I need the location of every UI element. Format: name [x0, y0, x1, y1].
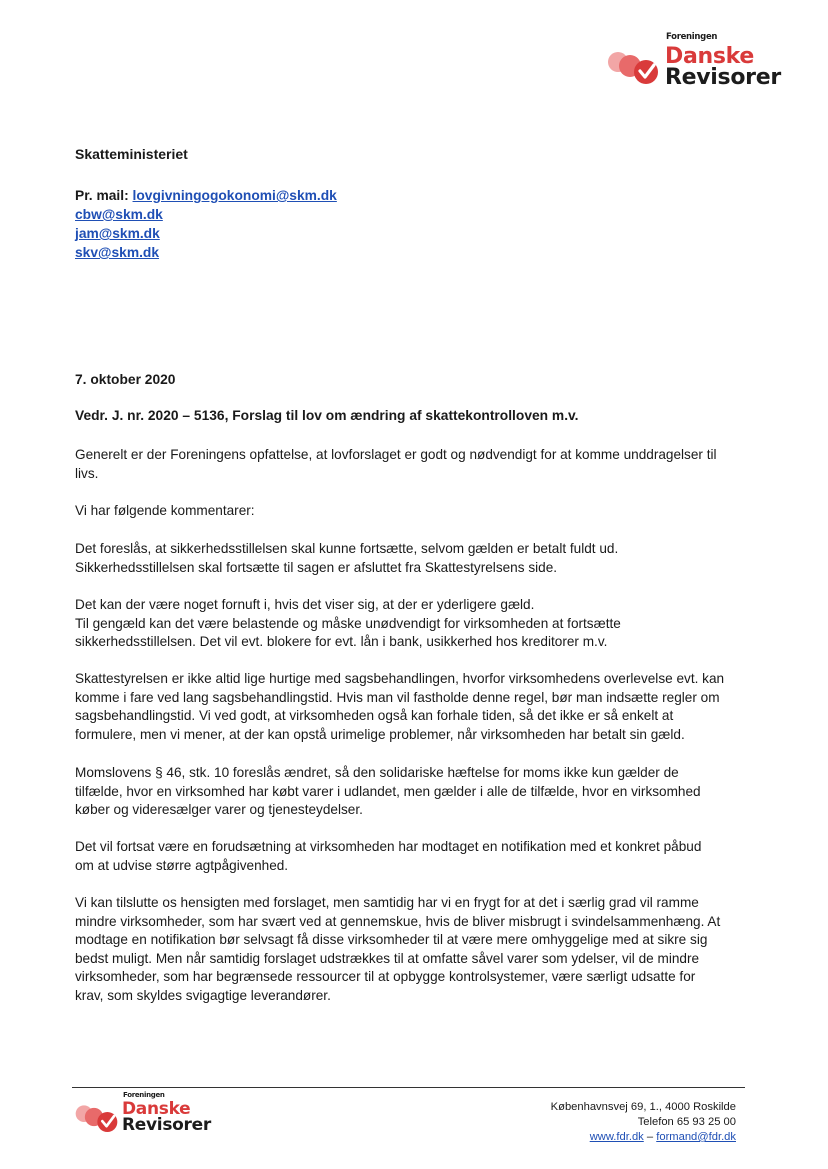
- footer-address: Københavnsvej 69, 1., 4000 Roskilde: [550, 1101, 736, 1113]
- logo-small-text: Foreningen: [666, 32, 718, 42]
- footer-email-link[interactable]: formand@fdr.dk: [656, 1131, 736, 1143]
- mail-primary-link[interactable]: lovgivningogokonomi@skm.dk: [132, 188, 337, 203]
- mail-label: Pr. mail:: [75, 188, 129, 203]
- paragraph-2: Vi har følgende kommentarer:: [75, 503, 255, 518]
- logo-line1: Danske: [665, 44, 755, 69]
- mail-block: [75, 186, 337, 262]
- footer-phone: Telefon 65 93 25 00: [637, 1116, 736, 1128]
- paragraph-5: Skattestyrelsen er ikke altid lige hurtige med sagsbehandlingen, hvorfor virksomhedens overlevelse evt. kan komme i fare ved lang sagsbehandlingstid. Hvis man vil fastholde denne regel, bør man indsætte regler om sagsbehandlingstid. Vi ved godt, at virksomheden også kan forhale tiden, så det ikke er så enkelt at formulere, men vi mener, at der kan opstå urimelige problemer, når virksomheden har betalt sin gæld.: [75, 671, 725, 742]
- paragraph-4: Det kan der være noget fornuft i, hvis det viser sig, at der er yderligere gæld. Til gengæld kan det være belastende og måske unødvendigt for virksomheden at fortsætte sikkerhedsstillelsen. Det vil evt. blokere for evt. lån i bank, usikkerhed hos kreditorer m.v.: [75, 597, 621, 650]
- footer-contact: [551, 1100, 736, 1145]
- paragraph-6: Momslovens § 46, stk. 10 foreslås ændret, så den solidariske hæftelse for moms ikke kun gælder de tilfælde, hvor en virksomhed har købt varer i udlandet, men gælder i alle de tilfælde, hvor en virksomhed køber og videresælger varer og tjenesteydelser.: [75, 765, 701, 818]
- footer-logo-line1: Danske: [122, 1099, 191, 1119]
- footer-separator: –: [646, 1131, 654, 1143]
- mail-link-jam[interactable]: jam@skm.dk: [75, 226, 160, 241]
- letter-date: 7. oktober 2020: [75, 372, 176, 387]
- recipient-name: Skatteministeriet: [75, 146, 188, 162]
- footer-web-link[interactable]: www.fdr.dk: [589, 1131, 644, 1143]
- logo-line2: Revisorer: [665, 65, 781, 90]
- footer-logo-mark-icon: [74, 1100, 124, 1134]
- logo-mark-icon: [606, 46, 666, 86]
- footer-logo-small-text: Foreningen: [123, 1091, 165, 1099]
- footer-divider: [72, 1087, 745, 1088]
- paragraph-8: Vi kan tilslutte os hensigten med forslaget, men samtidig har vi en frygt for at det i særlig grad vil ramme mindre virksomheder, som har svært ved at gennemskue, hvis de bliver misbrugt i svindelsammenhæng. At modtage en notifikation bør selvsagt få disse virksomheder til at være mere omhyggelige med at sikre sig bedst muligt. Men når samtidig forslaget udstrækkes til at omfatte såvel varer som ydelser, vil de mindre virksomheder, som har begrænsede ressourcer til at opbygge kontrolsystemer, være særligt udsatte for krav, som skyldes svigagtige leverandører.: [75, 895, 721, 1003]
- mail-link-cbw[interactable]: cbw@skm.dk: [75, 207, 163, 222]
- paragraph-3: Det foreslås, at sikkerhedsstillelsen skal kunne fortsætte, selvom gælden er betalt fuldt ud. Sikkerhedsstillelsen skal fortsætte til sagen er afsluttet fra Skattestyrelsens side.: [75, 541, 619, 575]
- footer-logo-line2: Revisorer: [122, 1115, 211, 1135]
- mail-link-skv[interactable]: skv@skm.dk: [75, 245, 160, 260]
- paragraph-7: Det vil fortsat være en forudsætning at virksomheden har modtaget en notifikation med et konkret påbud om at udvise større agtpågivenhed.: [75, 839, 702, 873]
- paragraph-1: Generelt er der Foreningens opfattelse, at lovforslaget er godt og nødvendigt for at komme unddragelser til livs.: [75, 447, 717, 481]
- letter-subject: Vedr. J. nr. 2020 – 5136, Forslag til lov om ændring af skattekontrolloven m.v.: [75, 408, 579, 423]
